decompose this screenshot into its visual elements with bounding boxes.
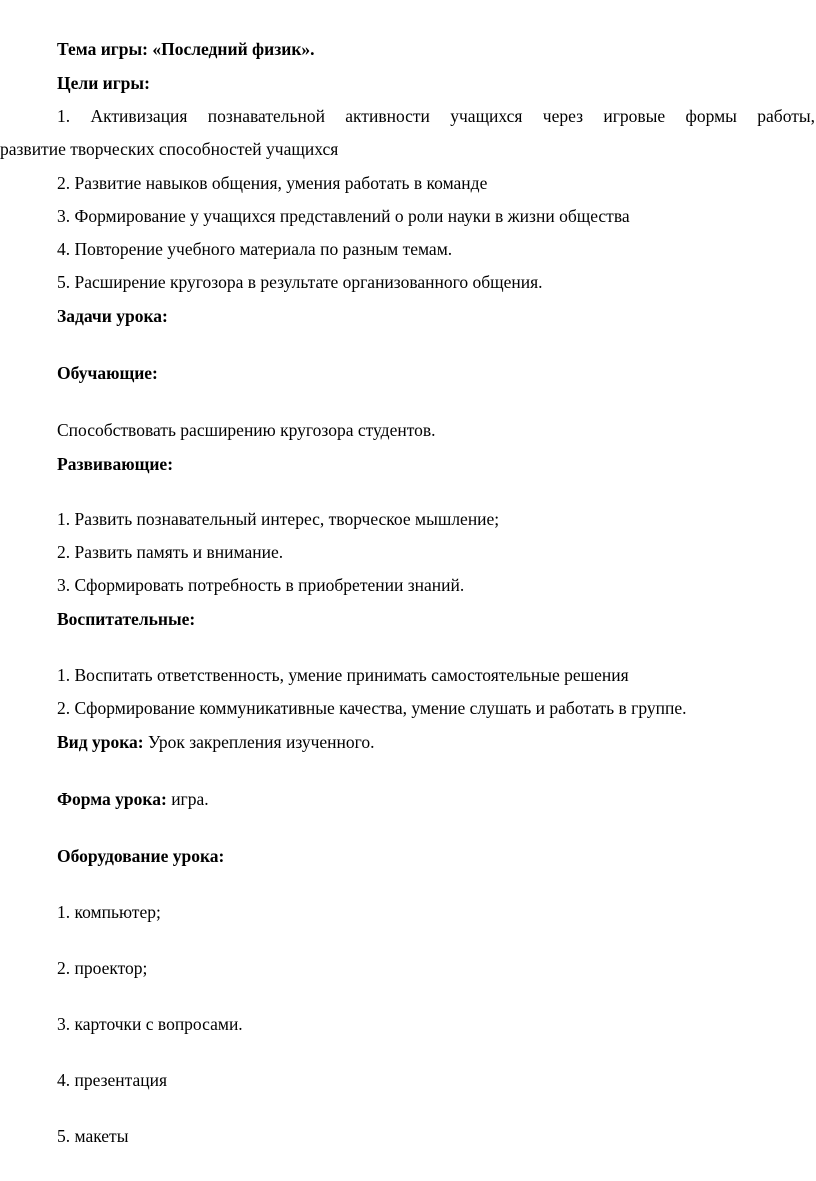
lesson-type-line: [57, 731, 375, 753]
developing-item-2: 2. Развить память и внимание.: [57, 542, 284, 562]
developing-item-1: 1. Развить познавательный интерес, творческое мышление;: [57, 509, 500, 529]
goal-item-1: 1. Активизация познавательной активности учащихся через игровые формы работы,: [57, 106, 815, 126]
lesson-form-line: [57, 788, 209, 810]
goals-heading: Цели игры:: [57, 73, 150, 93]
equipment-heading: Оборудование урока:: [57, 846, 225, 866]
equipment-item-4: 4. презентация: [57, 1070, 168, 1090]
teaching-text: Способствовать расширению кругозора студентов.: [57, 420, 436, 440]
tasks-heading: Задачи урока:: [57, 306, 168, 326]
goal-item-3: 3. Формирование у учащихся представлений о роли науки в жизни общества: [57, 206, 630, 226]
goal-item-2: 2. Развитие навыков общения, умения работать в команде: [57, 173, 488, 193]
lesson-form-label: Форма урока:: [57, 789, 167, 809]
developing-heading: Развивающие:: [57, 454, 174, 474]
educational-item-2: 2. Сформирование коммуникативные качества, умение слушать и работать в группе.: [57, 698, 687, 718]
equipment-item-1: 1. компьютер;: [57, 902, 161, 922]
educational-item-1: 1. Воспитать ответственность, умение принимать самостоятельные решения: [57, 665, 629, 685]
equipment-item-5: 5. макеты: [57, 1126, 129, 1146]
goal-item-5: 5. Расширение кругозора в результате организованного общения.: [57, 272, 543, 292]
goal-item-1-continuation: развитие творческих способностей учащихся: [0, 139, 339, 159]
lesson-type-value: Урок закрепления изученного.: [143, 732, 375, 752]
topic-heading: Тема игры: «Последний физик».: [57, 39, 315, 59]
lesson-type-label: Вид урока:: [57, 732, 144, 752]
developing-item-3: 3. Сформировать потребность в приобретении знаний.: [57, 575, 465, 595]
teaching-heading: Обучающие:: [57, 363, 158, 383]
equipment-item-3: 3. карточки с вопросами.: [57, 1014, 243, 1034]
educational-heading: Воспитательные:: [57, 609, 196, 629]
goal-item-4: 4. Повторение учебного материала по разным темам.: [57, 239, 453, 259]
equipment-item-2: 2. проектор;: [57, 958, 148, 978]
lesson-form-value: игра.: [166, 789, 209, 809]
